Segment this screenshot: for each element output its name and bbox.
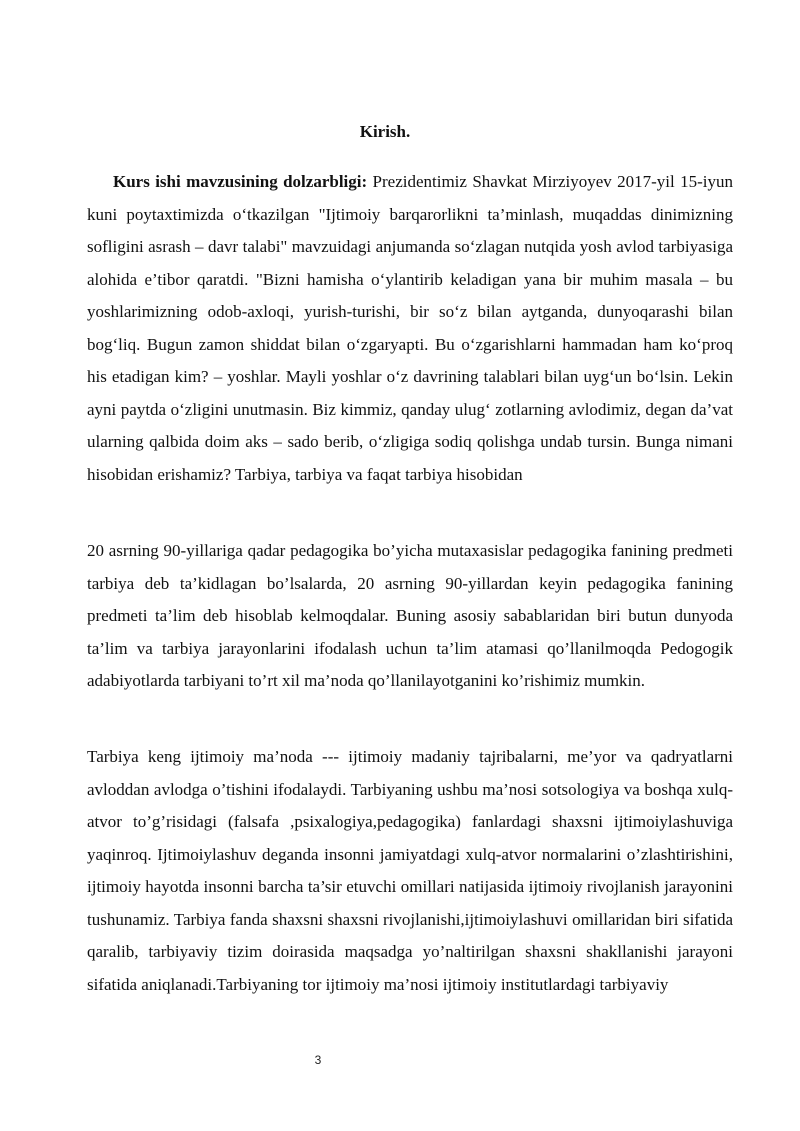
section-heading: Kirish. bbox=[359, 122, 411, 141]
paragraph-text: Prezidentimiz Shavkat Mirziyoyev 2017-yil 15-iyun kuni poytaxtimizda o‘tkazilgan "Ijtimoiy barqarorlikni ta’minlash, muqaddas dinimizning sofligini asrash – davr talabi" mavzuidagi anjumanda so‘zlagan nutqida yosh avlod tarbiyasiga alohida e’tibor qaratdi. "Bizni hamisha o‘ylantirib keladigan yana bir muhim masala – bu yoshlarimizning odob-axloqi, yurish-turishi, bir so‘z bilan aytganda, dunyoqarashi bilan bog‘liq. Bugun zamon shiddat bilan o‘zgaryapti. Bu o‘zgarishlarni hammadan ham ko‘proq his etadigan kim? – yoshlar. Mayli yoshlar o‘z davrining talablari bilan uyg‘un bo‘lsin. Lekin ayni paytda o‘zligini unutmasin. Biz kimmiz, qanday ulug‘ zotlarning avlodimiz, degan da’vat ularning qalbida doim aks – sado berib, o‘zligiga sodiq qolishga undab tursin. Bunga nimani hisobidan erishamiz? Tarbiya, tarbiya va faqat tarbiya hisobidan bbox=[87, 172, 733, 484]
paragraph-relevance bbox=[87, 166, 733, 491]
paragraph-pedagogy-subject: 20 asrning 90-yillariga qadar pedagogika bo’yicha mutaxasislar pedagogika fanining predmeti tarbiya deb ta’kidlagan bo’lsalarda, 20 asrning 90-yillardan keyin pedagogika fanining predmeti ta’lim deb hisoblab kelmoqdalar. Buning asosiy sabablaridan biri butun dunyoda ta’lim va tarbiya jarayonlarini ifodalash uchun ta’lim atamasi qo’llanilmoqda Pedogogik adabiyotlarda tarbiyani to’rt xil ma’noda qo’llanilayotganini ko’rishimiz mumkin. bbox=[87, 541, 733, 690]
paragraph-upbringing-meaning: Tarbiya keng ijtimoiy ma’noda --- ijtimoiy madaniy tajribalarni, me’yor va qadryatlarni avloddan avlodga o’tishini ifodalaydi. Tarbiyaning ushbu ma’nosi sotsologiya va boshqa xulq-atvor to’g’risidagi (falsafa ,psixalogiya,pedagogika) fanlardagi shaxsni ijtimoiylashuviga yaqinroq. Ijtimoiylashuv deganda insonni jamiyatdagi xulq-atvor normalarini o’zlashtirishini, ijtimoiy hayotda insonni barcha ta’sir etuvchi omillari natijasida ijtimoiy rivojlanish jarayonini tushunamiz. Tarbiya fanda shaxsni shaxsni rivojlanishi,ijtimoiylashuvi omillaridan biri sifatida qaralib, tarbiyaviy tizim doirasida maqsadga yo’naltirilgan shaxsni shakllanishi jarayoni sifatida aniqlanadi.Tarbiyaning tor ijtimoiy ma’nosi ijtimoiy institutlardagi tarbiyaviy bbox=[87, 747, 733, 994]
paragraph-lead: Kurs ishi mavzusining dolzarbligi: bbox=[113, 172, 368, 191]
page-number: 3 bbox=[314, 1053, 322, 1067]
